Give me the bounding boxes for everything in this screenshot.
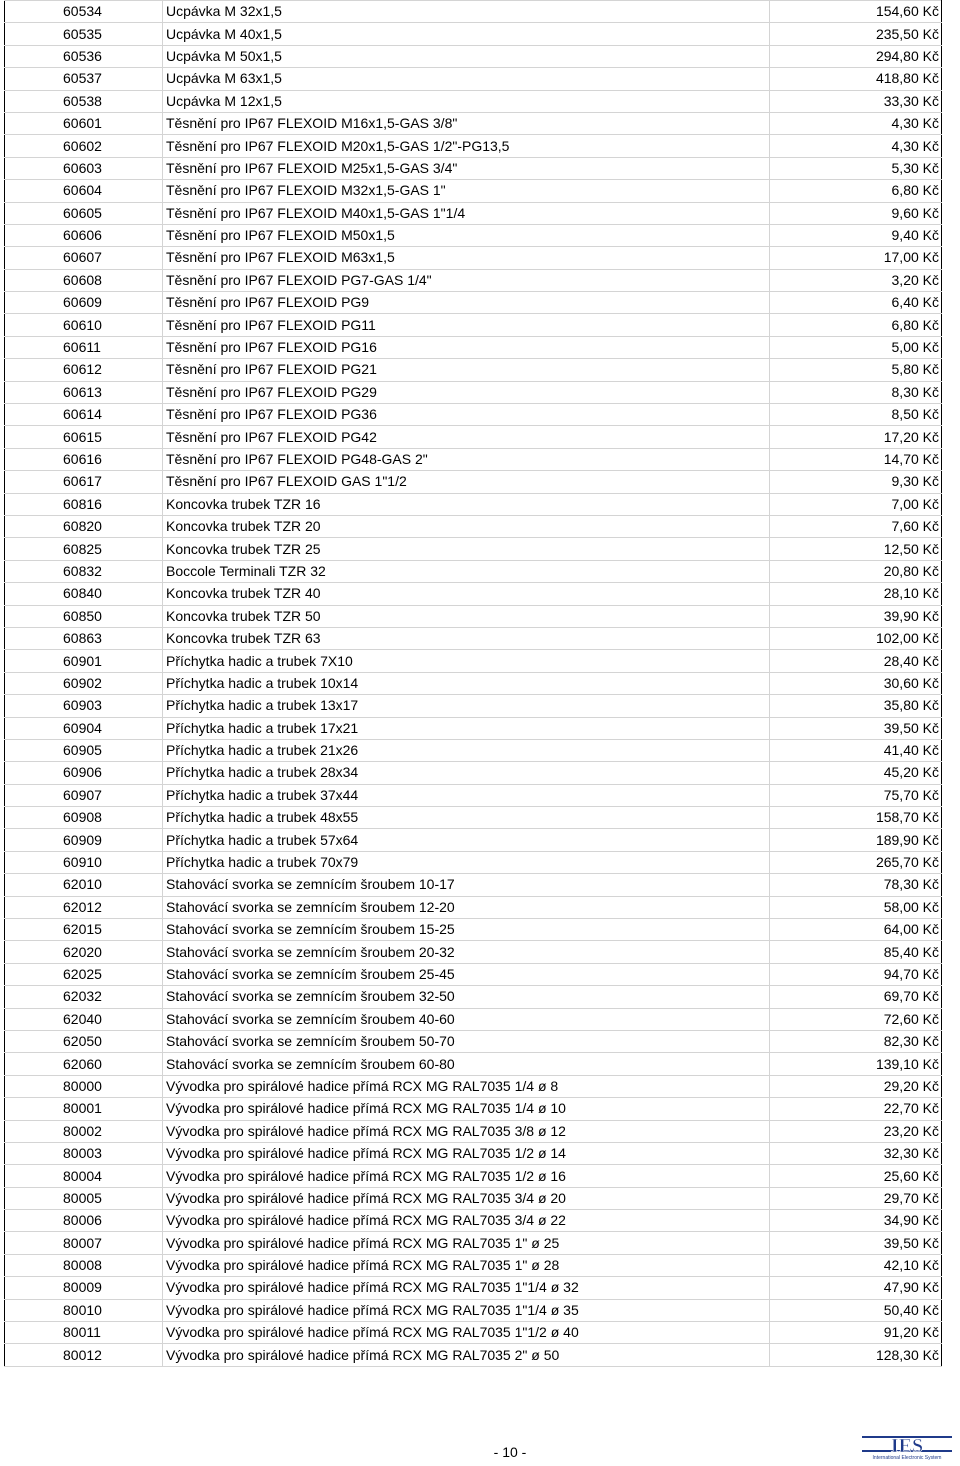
product-code: 60536 — [5, 45, 163, 67]
product-name: Stahovácí svorka se zemnícím šroubem 12-20 — [163, 896, 770, 918]
product-code: 60609 — [5, 292, 163, 314]
product-code: 80012 — [5, 1344, 163, 1366]
product-price: 158,70 Kč — [770, 807, 942, 829]
table-row — [5, 1322, 942, 1344]
product-code: 60537 — [5, 68, 163, 90]
product-code: 80002 — [5, 1120, 163, 1142]
product-code: 60863 — [5, 627, 163, 649]
product-code: 62032 — [5, 986, 163, 1008]
product-name: Vývodka pro spirálové hadice přímá RCX MG RAL7035 3/8 ø 12 — [163, 1120, 770, 1142]
product-price: 14,70 Kč — [770, 448, 942, 470]
table-row — [5, 381, 942, 403]
product-name: Vývodka pro spirálové hadice přímá RCX MG RAL7035 1"1/4 ø 32 — [163, 1277, 770, 1299]
table-row — [5, 717, 942, 739]
product-name: Těsnění pro IP67 FLEXOID M20x1,5-GAS 1/2"-PG13,5 — [163, 135, 770, 157]
product-name: Těsnění pro IP67 FLEXOID PG7-GAS 1/4" — [163, 269, 770, 291]
table-row — [5, 1254, 942, 1276]
product-code: 60832 — [5, 560, 163, 582]
product-price: 4,30 Kč — [770, 112, 942, 134]
table-row — [5, 1232, 942, 1254]
product-name: Těsnění pro IP67 FLEXOID M40x1,5-GAS 1"1/4 — [163, 202, 770, 224]
product-price: 7,00 Kč — [770, 493, 942, 515]
table-row — [5, 919, 942, 941]
product-name: Koncovka trubek TZR 40 — [163, 583, 770, 605]
table-row — [5, 1120, 942, 1142]
product-name: Těsnění pro IP67 FLEXOID PG9 — [163, 292, 770, 314]
product-name: Koncovka trubek TZR 25 — [163, 538, 770, 560]
product-name: Koncovka trubek TZR 16 — [163, 493, 770, 515]
product-name: Stahovácí svorka se zemnícím šroubem 20-32 — [163, 941, 770, 963]
page-number: - 10 - — [493, 1444, 527, 1460]
table-row — [5, 90, 942, 112]
table-row — [5, 135, 942, 157]
table-row — [5, 784, 942, 806]
product-name: Boccole Terminali TZR 32 — [163, 560, 770, 582]
product-name: Vývodka pro spirálové hadice přímá RCX MG RAL7035 1/4 ø 8 — [163, 1075, 770, 1097]
product-price: 82,30 Kč — [770, 1030, 942, 1052]
product-code: 60816 — [5, 493, 163, 515]
product-name: Těsnění pro IP67 FLEXOID M25x1,5-GAS 3/4" — [163, 157, 770, 179]
product-code: 60903 — [5, 695, 163, 717]
product-name: Koncovka trubek TZR 20 — [163, 515, 770, 537]
product-code: 60535 — [5, 23, 163, 45]
product-name: Stahovácí svorka se zemnícím šroubem 25-45 — [163, 963, 770, 985]
product-code: 80009 — [5, 1277, 163, 1299]
product-name: Příchytka hadic a trubek 21x26 — [163, 739, 770, 761]
product-code: 80008 — [5, 1254, 163, 1276]
product-price: 8,50 Kč — [770, 404, 942, 426]
price-list-table — [4, 0, 942, 1367]
product-code: 60840 — [5, 583, 163, 605]
product-name: Stahovácí svorka se zemnícím šroubem 50-70 — [163, 1030, 770, 1052]
table-row — [5, 112, 942, 134]
product-code: 60606 — [5, 224, 163, 246]
product-price: 35,80 Kč — [770, 695, 942, 717]
product-price: 25,60 Kč — [770, 1165, 942, 1187]
product-name: Stahovácí svorka se zemnícím šroubem 60-80 — [163, 1053, 770, 1075]
product-name: Stahovácí svorka se zemnícím šroubem 10-17 — [163, 874, 770, 896]
table-row — [5, 471, 942, 493]
table-row — [5, 180, 942, 202]
product-price: 9,60 Kč — [770, 202, 942, 224]
product-code: 60605 — [5, 202, 163, 224]
product-name: Příchytka hadic a trubek 48x55 — [163, 807, 770, 829]
product-code: 80004 — [5, 1165, 163, 1187]
table-row — [5, 1210, 942, 1232]
product-price: 45,20 Kč — [770, 762, 942, 784]
product-name: Příchytka hadic a trubek 70x79 — [163, 851, 770, 873]
product-name: Příchytka hadic a trubek 37x44 — [163, 784, 770, 806]
table-row — [5, 1098, 942, 1120]
product-code: 60610 — [5, 314, 163, 336]
product-code: 60608 — [5, 269, 163, 291]
table-row — [5, 583, 942, 605]
product-price: 39,50 Kč — [770, 1232, 942, 1254]
product-code: 80011 — [5, 1322, 163, 1344]
table-row — [5, 224, 942, 246]
table-row — [5, 650, 942, 672]
product-name: Vývodka pro spirálové hadice přímá RCX MG RAL7035 2" ø 50 — [163, 1344, 770, 1366]
product-price: 22,70 Kč — [770, 1098, 942, 1120]
product-price: 5,30 Kč — [770, 157, 942, 179]
product-code: 80001 — [5, 1098, 163, 1120]
product-code: 60614 — [5, 404, 163, 426]
product-code: 60906 — [5, 762, 163, 784]
product-code: 62060 — [5, 1053, 163, 1075]
ies-logo — [862, 1433, 952, 1461]
product-name: Těsnění pro IP67 FLEXOID PG21 — [163, 359, 770, 381]
product-name: Koncovka trubek TZR 50 — [163, 605, 770, 627]
product-code: 60615 — [5, 426, 163, 448]
product-name: Těsnění pro IP67 FLEXOID M32x1,5-GAS 1" — [163, 180, 770, 202]
table-row — [5, 157, 942, 179]
table-row — [5, 672, 942, 694]
product-name: Těsnění pro IP67 FLEXOID M16x1,5-GAS 3/8" — [163, 112, 770, 134]
product-price: 78,30 Kč — [770, 874, 942, 896]
table-row — [5, 336, 942, 358]
product-price: 41,40 Kč — [770, 739, 942, 761]
product-price: 17,20 Kč — [770, 426, 942, 448]
product-price: 6,40 Kč — [770, 292, 942, 314]
product-name: Těsnění pro IP67 FLEXOID GAS 1"1/2 — [163, 471, 770, 493]
product-name: Ucpávka M 32x1,5 — [163, 1, 770, 23]
product-name: Těsnění pro IP67 FLEXOID PG11 — [163, 314, 770, 336]
table-row — [5, 1299, 942, 1321]
product-code: 60616 — [5, 448, 163, 470]
product-code: 60908 — [5, 807, 163, 829]
product-price: 6,80 Kč — [770, 314, 942, 336]
product-price: 58,00 Kč — [770, 896, 942, 918]
product-code: 60607 — [5, 247, 163, 269]
product-price: 189,90 Kč — [770, 829, 942, 851]
table-row — [5, 1277, 942, 1299]
product-price: 3,20 Kč — [770, 269, 942, 291]
product-code: 62010 — [5, 874, 163, 896]
product-price: 28,10 Kč — [770, 583, 942, 605]
product-code: 62015 — [5, 919, 163, 941]
product-name: Vývodka pro spirálové hadice přímá RCX MG RAL7035 1/2 ø 16 — [163, 1165, 770, 1187]
product-code: 60910 — [5, 851, 163, 873]
product-code: 60617 — [5, 471, 163, 493]
product-name: Těsnění pro IP67 FLEXOID M63x1,5 — [163, 247, 770, 269]
table-row — [5, 874, 942, 896]
product-name: Stahovácí svorka se zemnícím šroubem 40-60 — [163, 1008, 770, 1030]
product-name: Příchytka hadic a trubek 10x14 — [163, 672, 770, 694]
table-row — [5, 45, 942, 67]
product-price: 85,40 Kč — [770, 941, 942, 963]
product-name: Vývodka pro spirálové hadice přímá RCX MG RAL7035 3/4 ø 20 — [163, 1187, 770, 1209]
product-price: 34,90 Kč — [770, 1210, 942, 1232]
product-code: 60603 — [5, 157, 163, 179]
product-name: Příchytka hadic a trubek 7X10 — [163, 650, 770, 672]
product-name: Stahovácí svorka se zemnícím šroubem 32-50 — [163, 986, 770, 1008]
price-list-body — [5, 1, 942, 1367]
logo-tagline: International Electronic System — [872, 1455, 942, 1461]
product-price: 17,00 Kč — [770, 247, 942, 269]
product-code: 60905 — [5, 739, 163, 761]
product-price: 4,30 Kč — [770, 135, 942, 157]
table-row — [5, 404, 942, 426]
product-name: Těsnění pro IP67 FLEXOID M50x1,5 — [163, 224, 770, 246]
product-price: 39,90 Kč — [770, 605, 942, 627]
product-code: 60602 — [5, 135, 163, 157]
logo-text: IES — [890, 1435, 924, 1457]
product-price: 75,70 Kč — [770, 784, 942, 806]
product-name: Příchytka hadic a trubek 17x21 — [163, 717, 770, 739]
product-price: 30,60 Kč — [770, 672, 942, 694]
product-price: 32,30 Kč — [770, 1142, 942, 1164]
product-code: 62020 — [5, 941, 163, 963]
product-price: 7,60 Kč — [770, 515, 942, 537]
table-row — [5, 1053, 942, 1075]
product-name: Těsnění pro IP67 FLEXOID PG16 — [163, 336, 770, 358]
product-code: 60820 — [5, 515, 163, 537]
product-name: Těsnění pro IP67 FLEXOID PG42 — [163, 426, 770, 448]
product-price: 23,20 Kč — [770, 1120, 942, 1142]
product-price: 9,30 Kč — [770, 471, 942, 493]
table-row — [5, 247, 942, 269]
product-code: 80000 — [5, 1075, 163, 1097]
table-row — [5, 941, 942, 963]
product-name: Těsnění pro IP67 FLEXOID PG36 — [163, 404, 770, 426]
product-name: Ucpávka M 12x1,5 — [163, 90, 770, 112]
product-name: Vývodka pro spirálové hadice přímá RCX MG RAL7035 1/4 ø 10 — [163, 1098, 770, 1120]
product-price: 94,70 Kč — [770, 963, 942, 985]
table-row — [5, 986, 942, 1008]
product-price: 235,50 Kč — [770, 23, 942, 45]
product-name: Ucpávka M 50x1,5 — [163, 45, 770, 67]
product-name: Příchytka hadic a trubek 57x64 — [163, 829, 770, 851]
product-code: 62050 — [5, 1030, 163, 1052]
product-name: Příchytka hadic a trubek 28x34 — [163, 762, 770, 784]
table-row — [5, 963, 942, 985]
product-price: 128,30 Kč — [770, 1344, 942, 1366]
table-row — [5, 605, 942, 627]
product-name: Stahovácí svorka se zemnícím šroubem 15-25 — [163, 919, 770, 941]
product-name: Vývodka pro spirálové hadice přímá RCX MG RAL7035 3/4 ø 22 — [163, 1210, 770, 1232]
product-code: 62040 — [5, 1008, 163, 1030]
product-price: 8,30 Kč — [770, 381, 942, 403]
product-price: 139,10 Kč — [770, 1053, 942, 1075]
table-row — [5, 1075, 942, 1097]
table-row — [5, 695, 942, 717]
product-code: 60612 — [5, 359, 163, 381]
product-code: 60904 — [5, 717, 163, 739]
product-price: 29,20 Kč — [770, 1075, 942, 1097]
product-code: 60902 — [5, 672, 163, 694]
product-name: Vývodka pro spirálové hadice přímá RCX MG RAL7035 1"1/4 ø 35 — [163, 1299, 770, 1321]
product-price: 69,70 Kč — [770, 986, 942, 1008]
product-code: 80005 — [5, 1187, 163, 1209]
table-row — [5, 829, 942, 851]
table-row — [5, 515, 942, 537]
product-code: 62025 — [5, 963, 163, 985]
product-code: 60850 — [5, 605, 163, 627]
product-code: 80003 — [5, 1142, 163, 1164]
table-row — [5, 1187, 942, 1209]
product-price: 12,50 Kč — [770, 538, 942, 560]
table-row — [5, 896, 942, 918]
product-price: 102,00 Kč — [770, 627, 942, 649]
product-price: 33,30 Kč — [770, 90, 942, 112]
product-price: 42,10 Kč — [770, 1254, 942, 1276]
table-row — [5, 538, 942, 560]
table-row — [5, 1, 942, 23]
table-row — [5, 202, 942, 224]
table-row — [5, 1030, 942, 1052]
table-row — [5, 851, 942, 873]
table-row — [5, 68, 942, 90]
product-name: Vývodka pro spirálové hadice přímá RCX MG RAL7035 1/2 ø 14 — [163, 1142, 770, 1164]
product-price: 29,70 Kč — [770, 1187, 942, 1209]
product-code: 80006 — [5, 1210, 163, 1232]
table-row — [5, 1142, 942, 1164]
table-row — [5, 359, 942, 381]
product-price: 294,80 Kč — [770, 45, 942, 67]
table-row — [5, 1344, 942, 1366]
table-row — [5, 1165, 942, 1187]
product-code: 60901 — [5, 650, 163, 672]
product-name: Ucpávka M 40x1,5 — [163, 23, 770, 45]
product-price: 28,40 Kč — [770, 650, 942, 672]
product-price: 6,80 Kč — [770, 180, 942, 202]
product-code: 60909 — [5, 829, 163, 851]
table-row — [5, 739, 942, 761]
product-price: 154,60 Kč — [770, 1, 942, 23]
product-price: 91,20 Kč — [770, 1322, 942, 1344]
product-name: Ucpávka M 63x1,5 — [163, 68, 770, 90]
product-code: 80007 — [5, 1232, 163, 1254]
product-name: Vývodka pro spirálové hadice přímá RCX MG RAL7035 1" ø 28 — [163, 1254, 770, 1276]
product-code: 60604 — [5, 180, 163, 202]
product-price: 20,80 Kč — [770, 560, 942, 582]
product-name: Příchytka hadic a trubek 13x17 — [163, 695, 770, 717]
product-code: 60907 — [5, 784, 163, 806]
table-row — [5, 1008, 942, 1030]
product-name: Koncovka trubek TZR 63 — [163, 627, 770, 649]
product-price: 39,50 Kč — [770, 717, 942, 739]
product-name: Vývodka pro spirálové hadice přímá RCX MG RAL7035 1" ø 25 — [163, 1232, 770, 1254]
product-price: 47,90 Kč — [770, 1277, 942, 1299]
product-price: 72,60 Kč — [770, 1008, 942, 1030]
table-row — [5, 426, 942, 448]
product-code: 62012 — [5, 896, 163, 918]
table-row — [5, 292, 942, 314]
product-code: 60601 — [5, 112, 163, 134]
table-row — [5, 627, 942, 649]
product-price: 5,80 Kč — [770, 359, 942, 381]
product-name: Vývodka pro spirálové hadice přímá RCX MG RAL7035 1"1/2 ø 40 — [163, 1322, 770, 1344]
product-price: 418,80 Kč — [770, 68, 942, 90]
product-code: 60825 — [5, 538, 163, 560]
product-code: 60538 — [5, 90, 163, 112]
table-row — [5, 269, 942, 291]
table-row — [5, 493, 942, 515]
table-row — [5, 560, 942, 582]
product-name: Těsnění pro IP67 FLEXOID PG48-GAS 2" — [163, 448, 770, 470]
product-price: 64,00 Kč — [770, 919, 942, 941]
product-price: 265,70 Kč — [770, 851, 942, 873]
product-price: 50,40 Kč — [770, 1299, 942, 1321]
product-code: 60534 — [5, 1, 163, 23]
product-price: 5,00 Kč — [770, 336, 942, 358]
table-row — [5, 448, 942, 470]
table-row — [5, 23, 942, 45]
table-row — [5, 762, 942, 784]
product-code: 60611 — [5, 336, 163, 358]
product-code: 80010 — [5, 1299, 163, 1321]
product-code: 60613 — [5, 381, 163, 403]
product-price: 9,40 Kč — [770, 224, 942, 246]
table-row — [5, 807, 942, 829]
product-name: Těsnění pro IP67 FLEXOID PG29 — [163, 381, 770, 403]
table-row — [5, 314, 942, 336]
